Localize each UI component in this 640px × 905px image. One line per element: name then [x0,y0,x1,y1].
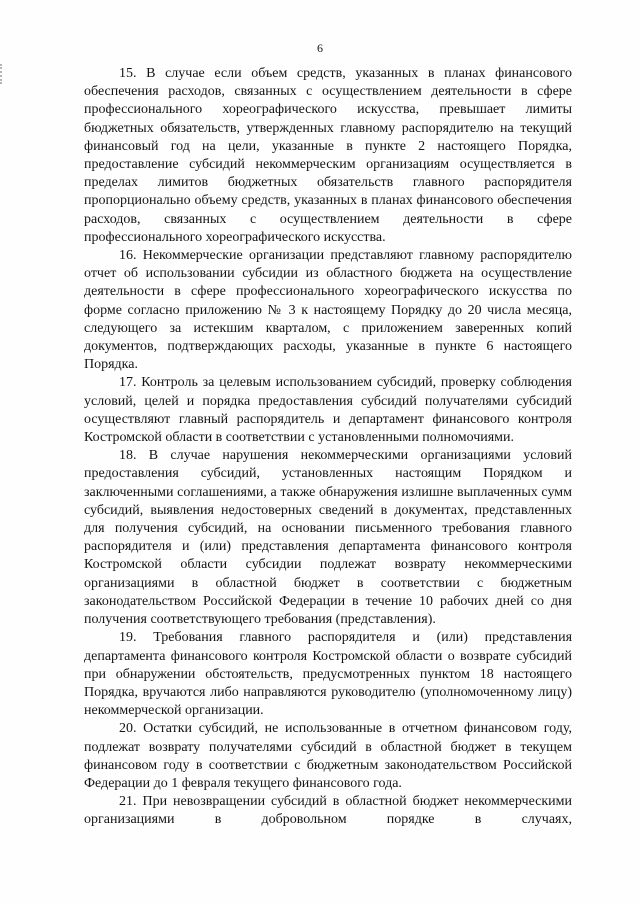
paragraph-number: 21. [119,794,137,810]
paragraph-number: 18. [119,448,137,464]
paragraph-number: 20. [119,721,137,737]
paragraph-number: 19. [119,630,137,646]
paragraph-text: Контроль за целевым использованием субсидий, проверку соблюдения условий, целей и порядка предоставления субсидий получателями субсидий осуществляют главный распорядитель и департамент финансового контроля Костромской области в соответствии с установленными полномочиями. [84,375,572,446]
paragraph-15 [84,65,572,247]
paragraph-text: В случае нарушения некоммерческими организациями условий предоставления субсидий, установленных настоящим Порядком и заключенными соглашениями, а также обнаружения излишне выплаченных сумм субсидий, выявления недостоверных сведений в документах, представленных для получения субсидий, на основании письменного требования главного распорядителя и (или) представления департамента финансового контроля Костромской области субсидии подлежат возврату некоммерческими организациями в областной бюджет в соответствии с бюджетным законодательством Российской Федерации в течение 10 рабочих дней со дня получения соответствующего требования (представления). [84,448,573,628]
paragraph-20 [84,720,572,793]
paragraph-text: При невозвращении субсидий в областной бюджет некоммерческими организациями в добровольном порядке в случаях, [84,794,572,828]
paragraph-18 [84,447,572,629]
paragraph-number: 15. [119,66,137,81]
page-number: 6 [317,41,323,55]
paragraph-text: Некоммерческие организации представляют главному распорядителю отчет об использовании субсидии из областного бюджета на осуществление деятельности в сфере профессионального хореографического искусства по форме согласно приложению № 3 к настоящему Порядку до 20 числа месяца, следующего за истекшим кварталом, с приложением заверенных копий документов, подтверждающих расходы, указанные в пункте 6 настоящего Порядка. [84,248,572,373]
margin-marks [0,64,5,84]
document-body [84,65,572,830]
paragraph-text: Требования главного распорядителя и (или) представления департамента финансового контроля Костромской области о возврате субсидий при обнаружении обстоятельств, предусмотренных пунктом 18 настоящего Порядка, вручаются либо направляются руководителю (уполномоченному лицу) некоммерческой организации. [84,630,573,719]
paragraph-number: 16. [119,248,137,264]
paragraph-17 [84,374,572,447]
paragraph-16 [84,247,572,374]
paragraph-21 [84,793,572,829]
paragraph-text: Остатки субсидий, не использованные в отчетном финансовом году, подлежат возврату получателями субсидий в областной бюджет в текущем финансовом году в соответствии с бюджетным законодательством Российской Федерации до 1 февраля текущего финансового года. [84,721,572,791]
paragraph-19 [84,629,572,720]
paragraph-text: В случае если объем средств, указанных в планах финансового обеспечения расходов, связанных с осуществлением деятельности в сфере профессионального хореографического искусства, превышает лимиты бюджетных обязательств, утвержденных главному распорядителю на текущий финансовый год на цели, указанные в пункте 2 настоящего Порядка, предоставление субсидий некоммерческим организациям осуществляется в пределах лимитов бюджетных обязательств главного распорядителя пропорционально объему средств, указанных в планах финансового обеспечения расходов, связанных с осуществлением деятельности в сфере профессионального хореографического искусства. [84,66,573,245]
paragraph-number: 17. [119,375,137,391]
